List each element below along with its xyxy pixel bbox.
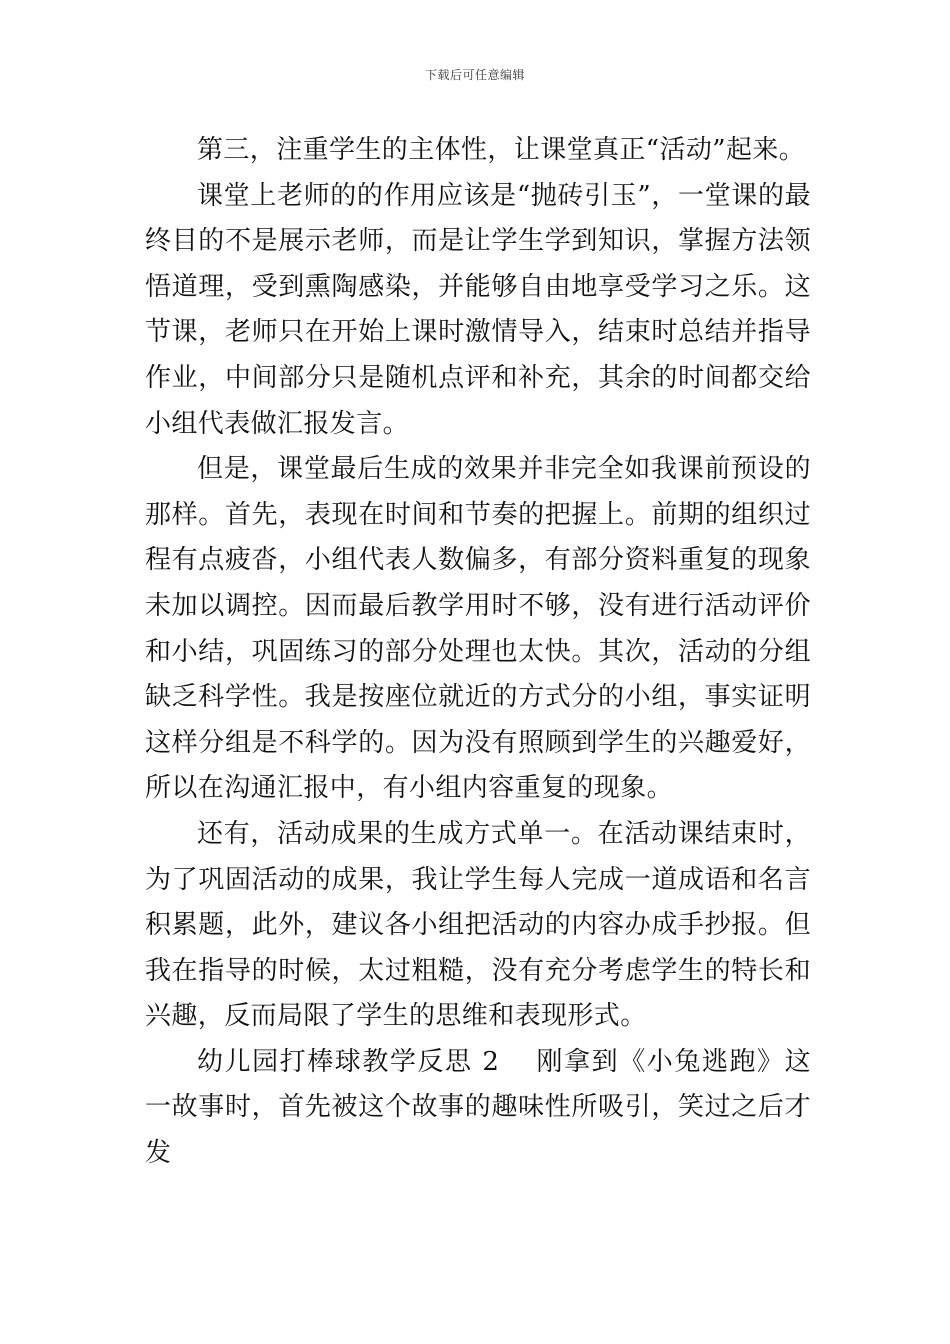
header-note: 下载后可任意编辑	[424, 68, 525, 82]
paragraph-4: 还有，活动成果的生成方式单一。在活动课结束时，为了巩固活动的成果，我让学生每人完成一道成语和名言积累题，此外，建议各小组把活动的内容办成手抄报。但我在指导的时候，太过粗糙，没有充分考虑学生的特长和兴趣，反而局限了学生的思维和表现形式。	[145, 818, 811, 1032]
paragraph-2: 课堂上老师的的作用应该是“抛砖引玉”，一堂课的最终目的不是展示老师，而是让学生学到知识，掌握方法领悟道理，受到熏陶感染，并能够自由地享受学习之乐。这节课，老师只在开始上课时激情导入，结束时总结并指导作业，中间部分只是随机点评和补充，其余的时间都交给小组代表做汇报发言。	[145, 180, 811, 439]
document-body	[145, 128, 811, 1177]
paragraph-1: 第三，注重学生的主体性，让课堂真正“活动”起来。	[197, 135, 806, 165]
paragraph-5	[145, 1040, 811, 1177]
paragraph-3: 但是，课堂最后生成的效果并非完全如我课前预设的那样。首先，表现在时间和节奏的把握上。前期的组织过程有点疲沓，小组代表人数偏多，有部分资料重复的现象未加以调控。因而最后教学用时不够，没有进行活动评价和小结，巩固练习的部分处理也太快。其次，活动的分组缺乏科学性。我是按座位就近的方式分的小组，事实证明这样分组是不科学的。因为没有照顾到学生的兴趣爱好，所以在沟通汇报中，有小组内容重复的现象。	[145, 454, 811, 804]
section-text: 刚拿到《小兔逃跑》这一故事时，首先被这个故事的趣味性所吸引，笑过之后才发	[145, 1046, 811, 1169]
section-heading: 幼儿园打棒球教学反思 2	[197, 1046, 500, 1077]
